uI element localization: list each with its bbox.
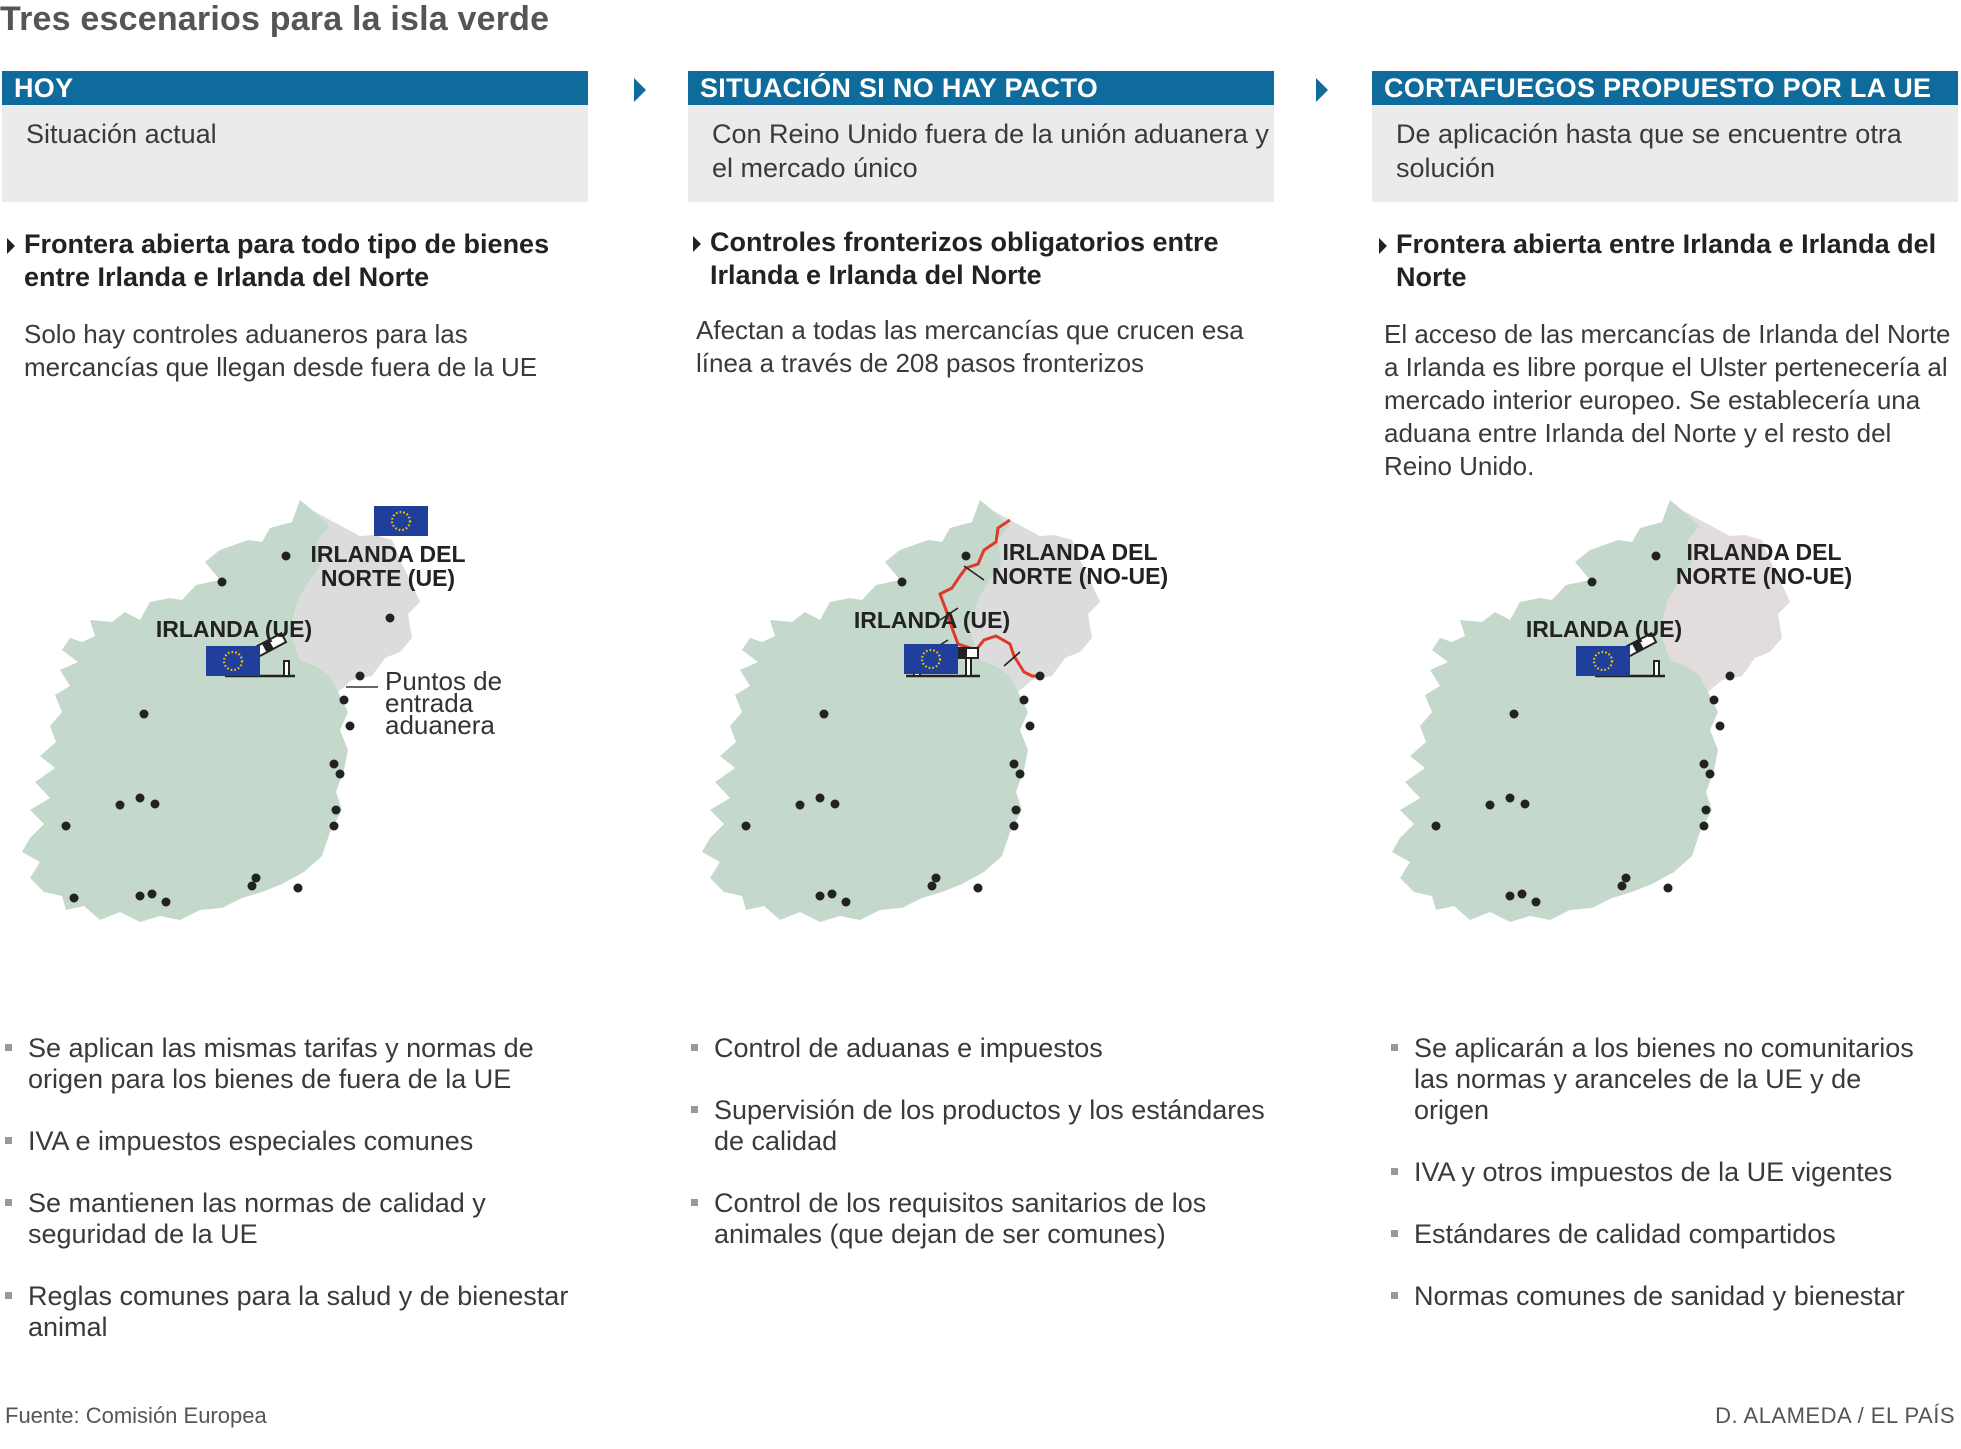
list-item: Control de los requisitos sanitarios de los animales (que dejan de ser comunes) <box>712 1188 1272 1250</box>
eu-flag-icon <box>374 506 428 536</box>
eu-flag-icon <box>1576 646 1630 676</box>
eu-flag-icon <box>904 644 958 674</box>
list-item: Se mantienen las normas de calidad y seguridad de la UE <box>26 1188 586 1250</box>
northern-ireland-label: NORTE (UE) <box>320 565 456 591</box>
column-subheader: Situación actual <box>2 105 588 202</box>
source-note: Fuente: Comisión Europea <box>5 1403 267 1428</box>
list-item: IVA e impuestos especiales comunes <box>26 1126 586 1157</box>
ireland-label: IRLANDA (UE) <box>1525 616 1683 642</box>
column-header: SITUACIÓN SI NO HAY PACTO <box>688 71 1274 105</box>
ireland-shape <box>1392 500 1718 922</box>
page-title: Tres escenarios para la isla verde <box>0 0 550 38</box>
column-subheader: Con Reino Unido fuera de la unión aduanera y el mercado único <box>688 105 1274 202</box>
list-item: Se aplicarán a los bienes no comunitarios las normas y aranceles de la UE y de origen <box>1412 1033 1942 1126</box>
arrow-icon <box>634 78 646 102</box>
description: El acceso de las mercancías de Irlanda del Norte a Irlanda es libre porque el Ulster pertenecería al mercado interior europeo. Se establecería una aduana entre Irlanda del Norte y el resto del Reino Unido. <box>1384 319 1951 481</box>
description: Afectan a todas las mercancías que crucen esa línea a través de 208 pasos fronterizos <box>696 315 1244 378</box>
bullet-list <box>1412 1033 1942 1343</box>
scenario-column-hoy <box>0 0 590 1380</box>
list-item: Control de aduanas e impuestos <box>712 1033 1272 1064</box>
scenario-column-no-deal <box>686 0 1276 1380</box>
callout-text: entrada <box>385 688 474 718</box>
key-point: Frontera abierta para todo tipo de bienes entre Irlanda e Irlanda del Norte <box>24 228 584 294</box>
key-point: Frontera abierta entre Irlanda e Irlanda del Norte <box>1396 228 1956 294</box>
eu-flag-icon <box>206 646 260 676</box>
scenario-column-backstop <box>1370 0 1960 1380</box>
bullet-list <box>712 1033 1272 1281</box>
ireland-label: IRLANDA (UE) <box>853 607 1011 633</box>
northern-ireland-label: NORTE (NO-UE) <box>991 563 1169 589</box>
column-header: HOY <box>2 71 588 105</box>
ireland-map-today <box>0 480 590 1000</box>
arrow-icon <box>1316 78 1328 102</box>
column-header: CORTAFUEGOS PROPUESTO POR LA UE <box>1372 71 1958 105</box>
key-point: Controles fronterizos obligatorios entre Irlanda e Irlanda del Norte <box>710 226 1270 292</box>
ireland-label: IRLANDA (UE) <box>155 616 313 642</box>
list-item: Se aplican las mismas tarifas y normas de origen para los bienes de fuera de la UE <box>26 1033 586 1095</box>
northern-ireland-label: IRLANDA DEL <box>1002 539 1158 565</box>
list-item: Normas comunes de sanidad y bienestar <box>1412 1281 1942 1312</box>
bullet-list <box>26 1033 586 1374</box>
callout-text: aduanera <box>385 710 495 740</box>
credit-note: D. ALAMEDA / EL PAÍS <box>1715 1403 1955 1428</box>
description: Solo hay controles aduaneros para las mercancías que llegan desde fuera de la UE <box>24 319 538 382</box>
list-item: Supervisión de los productos y los estándares de calidad <box>712 1095 1272 1157</box>
list-item: Estándares de calidad compartidos <box>1412 1219 1942 1250</box>
ireland-map-backstop <box>1370 480 1960 1000</box>
callout-text: Puntos de <box>385 666 503 696</box>
list-item: IVA y otros impuestos de la UE vigentes <box>1412 1157 1942 1188</box>
ireland-shape <box>22 500 348 922</box>
list-item: Reglas comunes para la salud y de bienestar animal <box>26 1281 586 1343</box>
ireland-map-no-deal <box>680 480 1270 1000</box>
northern-ireland-label: IRLANDA DEL <box>310 541 466 567</box>
northern-ireland-label: NORTE (NO-UE) <box>1675 563 1853 589</box>
column-subheader: De aplicación hasta que se encuentre otra solución <box>1372 105 1958 202</box>
northern-ireland-label: IRLANDA DEL <box>1686 539 1842 565</box>
